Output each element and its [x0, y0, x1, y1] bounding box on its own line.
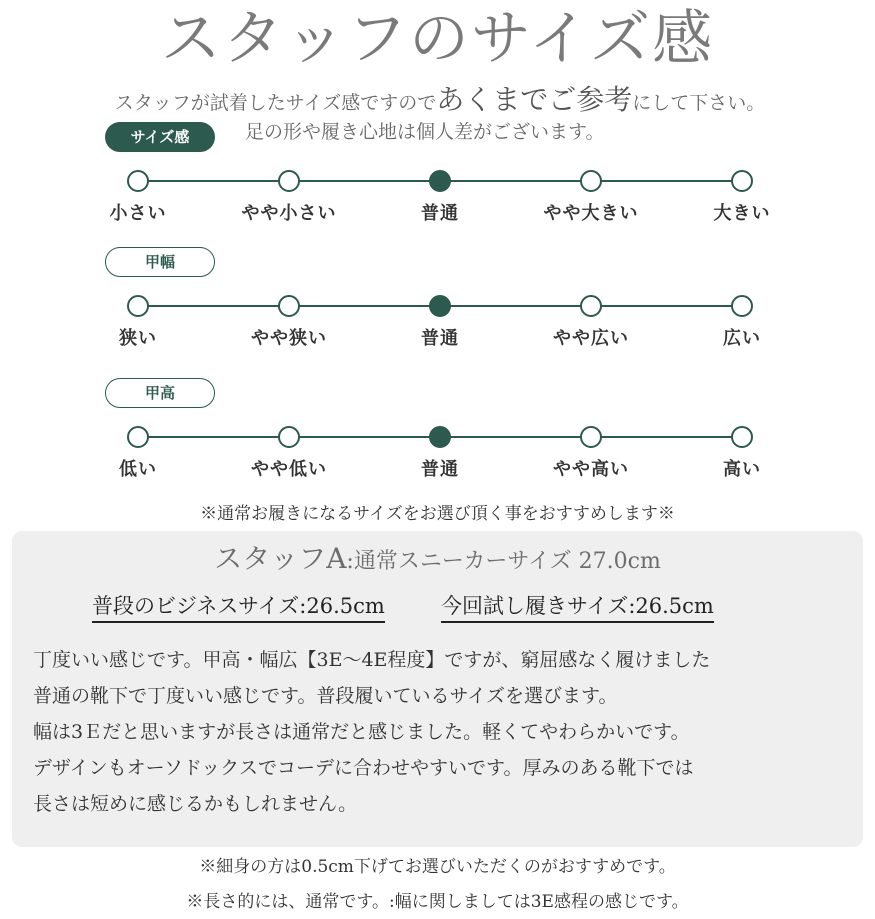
- comment-line: 丁度いい感じです。甲高・幅広【3E～4E程度】ですが、窮屈感なく履けました: [33, 649, 711, 671]
- staff-separator: :: [346, 549, 354, 574]
- badge-instep-width: 甲幅: [105, 247, 215, 277]
- scale-size-dot-1: [278, 170, 300, 192]
- intro-emphasis: あくまでご参考: [436, 83, 633, 116]
- staff-usual-size: 通常スニーカーサイズ 27.0cm: [353, 549, 661, 574]
- scale-width-dot-0: [127, 295, 149, 317]
- scale-width-dot-1: [278, 295, 300, 317]
- business-size: 普段のビジネスサイズ:26.5cm: [92, 590, 385, 623]
- scale-height-label: やや低い: [251, 459, 327, 480]
- scale-height-dot-4: [731, 426, 753, 448]
- staff-name: スタッフA: [214, 542, 347, 575]
- scale-size-dot-4: [731, 170, 753, 192]
- comment-line: 普通の靴下で丁度いい感じです。普段履いているサイズを選びます。: [33, 685, 618, 707]
- intro-line-2: 足の形や履き心地は個人差がございます。: [245, 121, 605, 143]
- scale-size-label: 大きい: [713, 203, 771, 224]
- scale-height-dot-0: [127, 426, 149, 448]
- intro-post: にして下さい。: [632, 92, 766, 114]
- scale-width-label: 普通: [421, 328, 459, 349]
- scale-size-dot-2-selected: [429, 170, 451, 192]
- page-title: スタッフのサイズ感: [160, 4, 715, 74]
- scale-height-label: 低い: [119, 459, 157, 480]
- trial-size: 今回試し履きサイズ:26.5cm: [441, 590, 714, 623]
- scale-height-dot-2-selected: [429, 426, 451, 448]
- scale-height-dot-3: [580, 426, 602, 448]
- scale-height-label: 普通: [421, 459, 459, 480]
- staff-comment: [33, 642, 853, 822]
- scale-height-label: やや高い: [553, 459, 629, 480]
- scale-size-dot-0: [127, 170, 149, 192]
- recommendation-note: ※通常お履きになるサイズをお選び頂く事をおすすめします※: [200, 504, 675, 524]
- staff-heading: [0, 537, 875, 577]
- footnote: ※長さ的には、通常です。:幅に関しましては3E感程の感じです。: [186, 892, 689, 912]
- scale-width-label: 広い: [723, 328, 761, 349]
- scale-size-dot-3: [580, 170, 602, 192]
- scale-size-label: やや小さい: [241, 203, 337, 224]
- scale-width-label: やや狭い: [251, 328, 327, 349]
- scale-width-label: やや広い: [553, 328, 629, 349]
- scale-width-dot-2-selected: [429, 295, 451, 317]
- badge-size-feel: サイズ感: [105, 122, 215, 152]
- comment-line: デザインもオーソドックスでコーデに合わせやすいです。厚みのある靴下では: [33, 757, 694, 779]
- scale-width-dot-3: [580, 295, 602, 317]
- scale-size-label: 小さい: [109, 203, 167, 224]
- scale-width-dot-4: [731, 295, 753, 317]
- comment-line: 長さは短めに感じるかもしれません。: [33, 793, 358, 815]
- badge-instep-height: 甲高: [105, 378, 215, 408]
- scale-height-label: 高い: [723, 459, 761, 480]
- intro-line-1: [60, 80, 820, 123]
- scale-width-label: 狭い: [119, 328, 157, 349]
- footnote: ※細身の方は0.5cm下げてお選びいただくのがおすすめです。: [199, 857, 676, 877]
- intro-pre: スタッフが試着したサイズ感ですので: [114, 92, 437, 114]
- scale-height-dot-1: [278, 426, 300, 448]
- scale-size-label: 普通: [421, 203, 459, 224]
- scale-size-label: やや大きい: [543, 203, 639, 224]
- comment-line: 幅は3Ｅだと思いますが長さは通常だと感じました。軽くてやわらかいです。: [33, 721, 690, 743]
